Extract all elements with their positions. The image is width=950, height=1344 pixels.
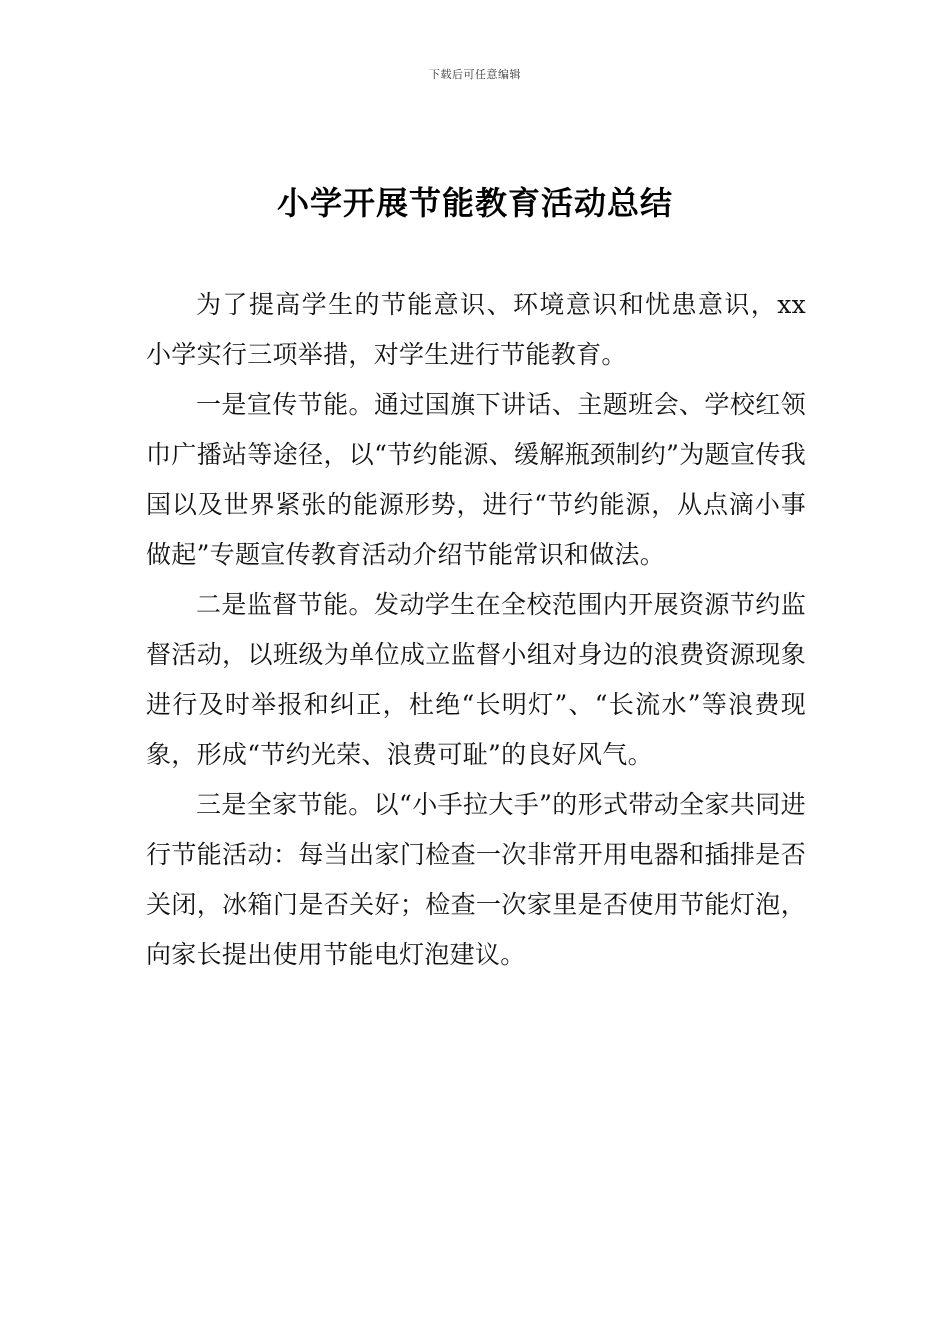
document-title: 小学开展节能教育活动总结 [276,184,673,222]
paragraph-family: 三是全家节能。以“小手拉大手”的形式带动全家共同进行节能活动：每当出家门检查一次非常开用电器和插排是否关闭，冰箱门是否关好；检查一次家里是否使用节能灯泡，向家长提出使用节能电灯泡建议。 [146,790,806,969]
paragraph-supervision: 二是监督节能。发动学生在全校范围内开展资源节约监督活动，以班级为单位成立监督小组对身边的浪费资源现象进行及时举报和纠正，杜绝“长明灯”、“长流水”等浪费现象，形成“节约光荣、浪费可耻”的良好风气。 [146,590,806,769]
paragraph-publicity: 一是宣传节能。通过国旗下讲话、主题班会、学校红领巾广播站等途径，以“节约能源、缓解瓶颈制约”为题宣传我国以及世界紧张的能源形势，进行“节约能源，从点滴小事做起”专题宣传教育活动介绍节能常识和做法。 [146,390,806,569]
header-note: 下载后可任意编辑 [429,68,521,81]
document-body [146,280,806,980]
paragraph-intro: 为了提高学生的节能意识、环境意识和忧患意识，xx小学实行三项举措，对学生进行节能教育。 [146,290,806,369]
